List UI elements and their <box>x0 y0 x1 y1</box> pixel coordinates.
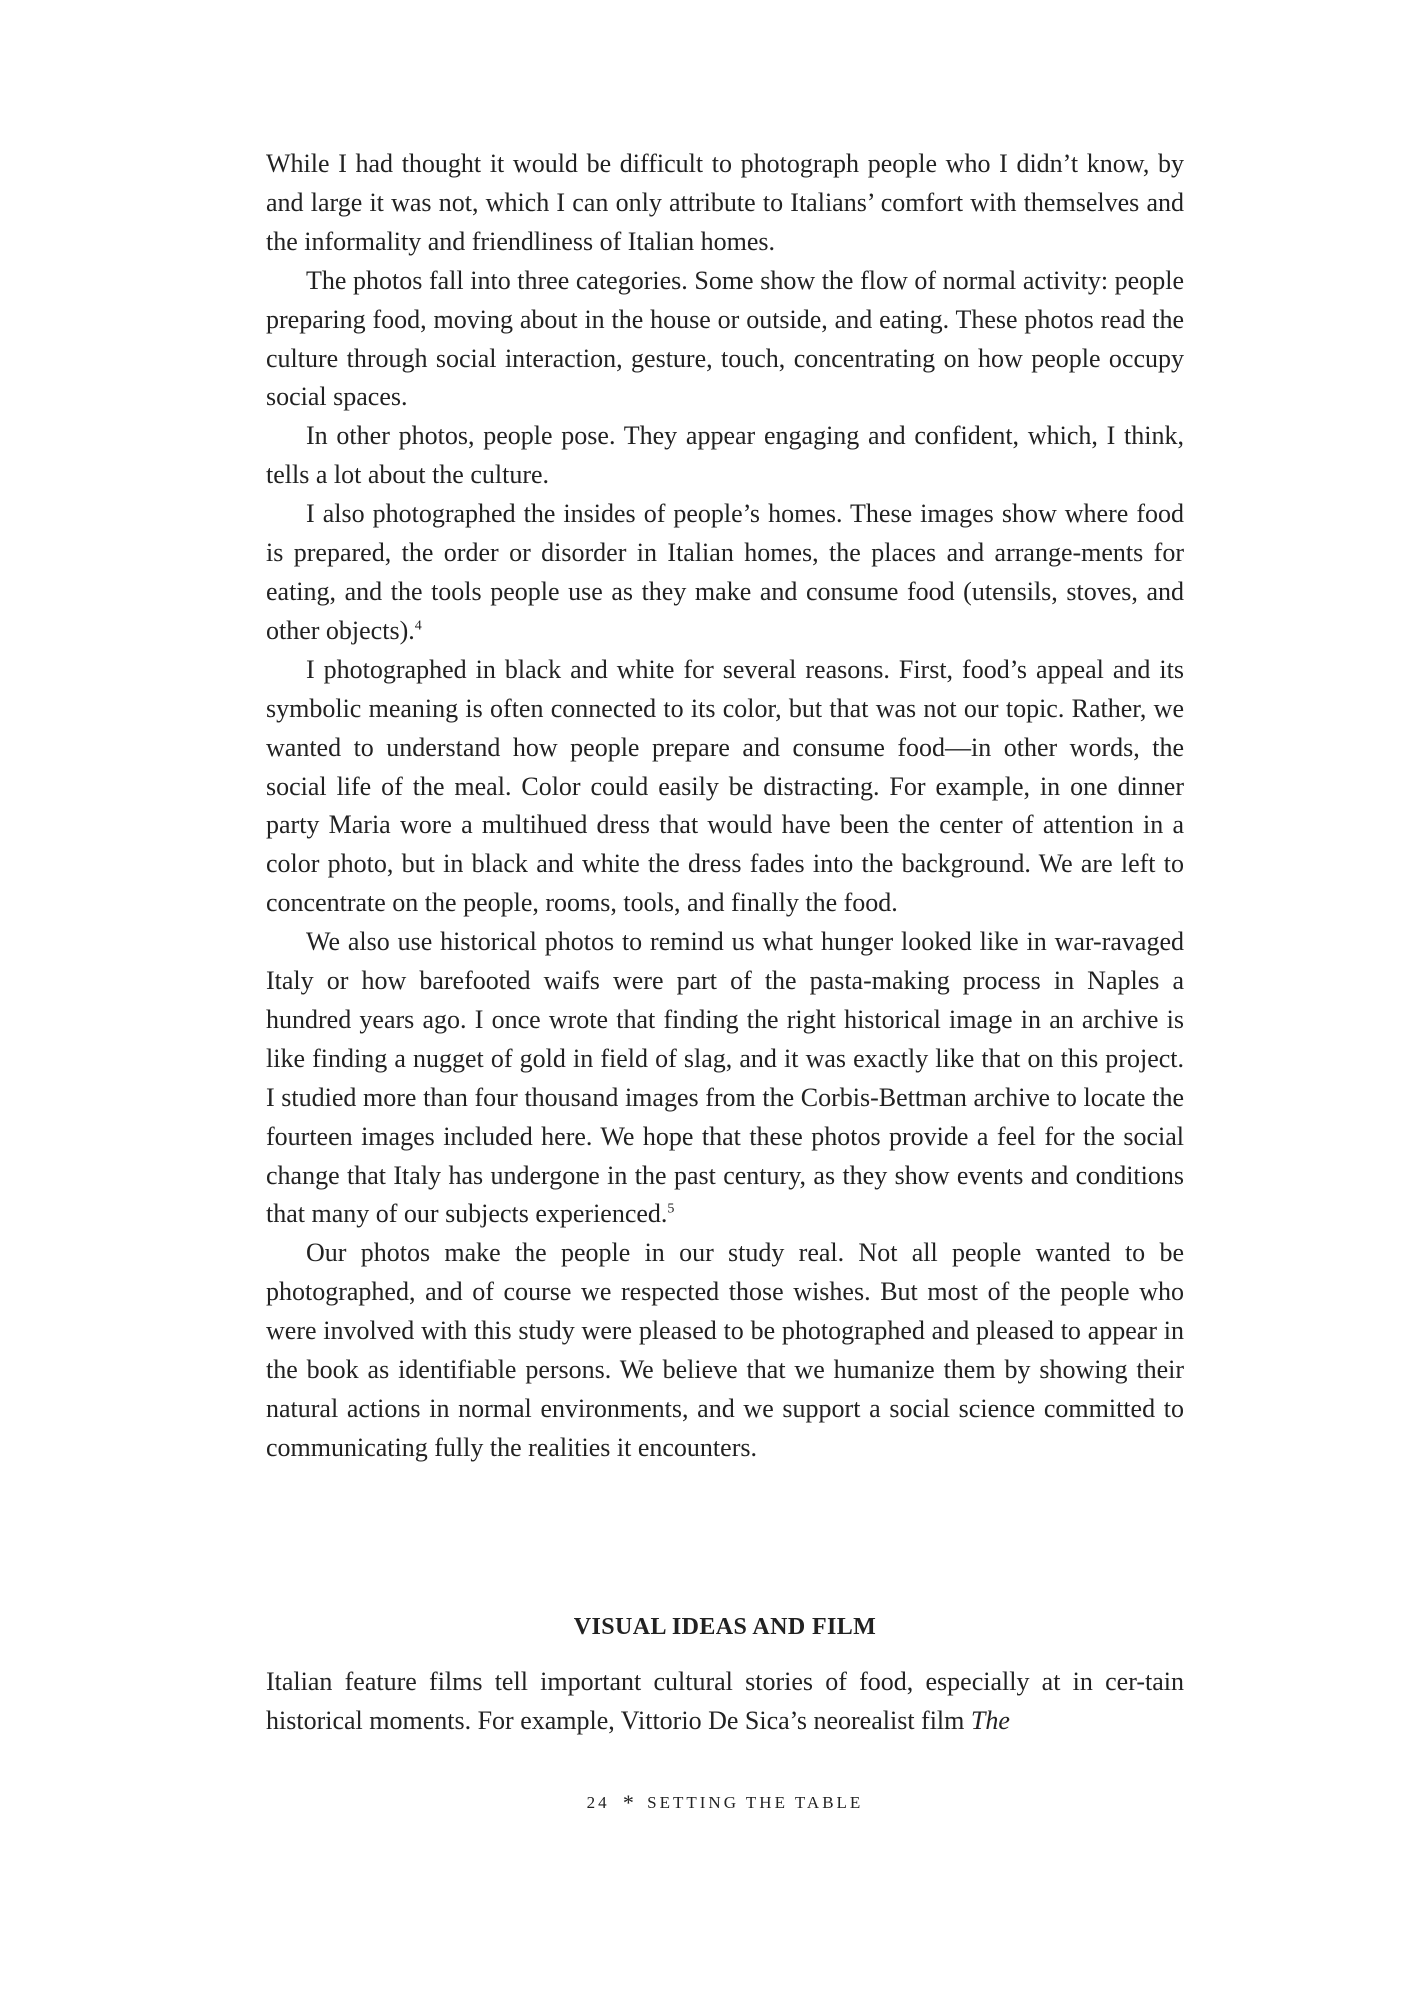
asterisk-icon: * <box>622 1790 634 1815</box>
footnote-marker[interactable]: 4 <box>414 618 422 634</box>
paragraph: Our photos make the people in our study real. Not all people wanted to be photographed, and of course we respected those wishes. But most of the people who were involved with this study were pleased to be photographed and pleased to appear in the book as identifiable persons. We believe that we humanize them by showing their natural actions in normal environments, and we support a social science committed to communicating fully the realities it encounters. <box>266 1238 1184 1462</box>
paragraph: The photos fall into three categories. Some show the flow of normal activity: people preparing food, moving about in the house or outside, and eating. These photos read the culture through social interaction, gesture, touch, concentrating on how people occupy social spaces. <box>266 265 1184 412</box>
section-heading: VISUAL IDEAS AND FILM <box>573 1614 877 1640</box>
paragraph: I also photographed the insides of people’s homes. These images show where food is prepared, the order or disorder in Italian homes, the places and arrange-ments for eating, and the tools people use as they make and consume food (utensils, stoves, and other objects).$^4$ <box>266 499 1184 645</box>
paragraph: I photographed in black and white for several reasons. First, food’s appeal and its symbolic meaning is often connected to its color, but that was not our topic. Rather, we wanted to understand how people prepare and consume food—in other words, the social life of the meal. Color could easily be distracting. For example, in one dinner party Maria wore a multihued dress that would have been the center of attention in a color photo, but in black and white the dress fades into the background. We are left to concentrate on the people, rooms, tools, and finally the food. <box>266 654 1184 918</box>
page-number: 24 <box>586 1793 610 1812</box>
paragraph: In other photos, people pose. They appear engaging and confident, which, I think, tells a lot about the culture. <box>266 421 1184 490</box>
film-title-italic: The <box>970 1705 1010 1735</box>
footnote-marker[interactable]: 5 <box>667 1201 675 1217</box>
paragraph: We also use historical photos to remind us what hunger looked like in war-ravaged Italy or how barefooted waifs were part of the pasta-making process in Naples a hundred years ago. I once wrote that finding the right historical image in an archive is like finding a nugget of gold in field of slag, and it was exactly like that on this project. I studied more than four thousand images from the Corbis-Bettman archive to locate the fourteen images included here. We hope that these photos provide a feel for the social change that Italy has undergone in the past century, as they show events and conditions that many of our subjects experienced.$^5$ <box>266 927 1184 1229</box>
paragraph: While I had thought it would be difficult to photograph people who I didn’t know, by and large it was not, which I can only attribute to Italians’ comfort with themselves and the informality and friendliness of Italian homes. <box>266 149 1184 256</box>
running-title: SETTING THE TABLE <box>647 1793 864 1812</box>
section-body-text <box>266 1663 1184 1741</box>
page-footer <box>266 1788 1184 1814</box>
body-text <box>266 145 1184 1468</box>
paragraph: Italian feature films tell important cultural stories of food, especially at in cer-tain historical moments. For example, Vittorio De Sica’s neorealist film The <box>266 1667 1184 1735</box>
